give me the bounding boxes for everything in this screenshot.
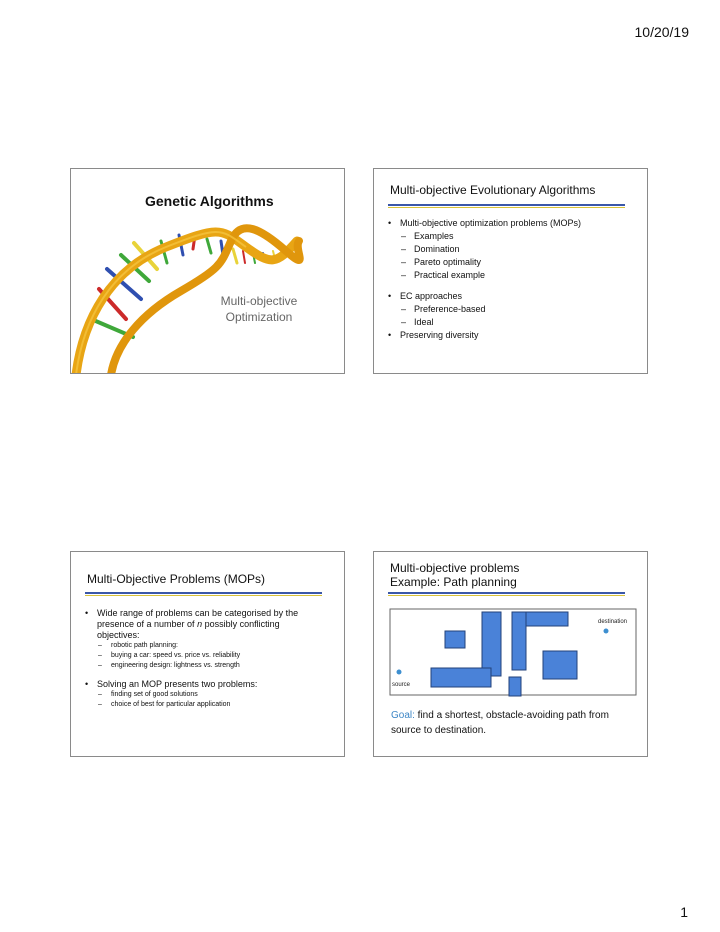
bullet-objectives: • Wide range of problems can be categorised by the presence of a number of n possibly conflicting objectives:: [85, 608, 314, 641]
slide-genetic-algorithms: [70, 168, 345, 374]
sub-bullet: – finding set of good solutions: [85, 690, 314, 700]
sub-bullet: – choice of best for particular application: [85, 700, 314, 710]
subtitle-line-1: Multi-objective: [220, 294, 298, 308]
outline-subitem: – Preference-based: [388, 303, 639, 316]
outline-item: • Multi-objective optimization problems (MOPs): [388, 217, 639, 230]
sub-bullet: – robotic path planning:: [85, 641, 314, 651]
obstacle: [445, 631, 465, 648]
outline-subitem: – Pareto optimality: [388, 256, 639, 269]
sub-bullet: – buying a car: speed vs. price vs. reliability: [85, 651, 314, 661]
destination-label: destination: [598, 619, 628, 625]
title-line-2: Example: Path planning: [390, 575, 517, 589]
outline-subitem: – Examples: [388, 230, 639, 243]
bullet-two-problems: • Solving an MOP presents two problems:: [85, 679, 314, 690]
page-date: 10/20/19: [634, 24, 689, 40]
obstacle: [431, 668, 491, 687]
outline-subitem: – Domination: [388, 243, 639, 256]
title-divider: [85, 592, 322, 595]
slide-title-genetic-algorithms: Genetic Algorithms: [145, 193, 274, 209]
mops-list: [85, 608, 314, 710]
slide-title: Multi-Objective Problems (MOPs): [87, 572, 266, 586]
obstacle: [512, 612, 526, 670]
slide-path-planning: [373, 551, 648, 757]
slide-title: Multi-objective Evolutionary Algorithms: [390, 183, 596, 197]
goal-label: Goal:: [391, 710, 415, 721]
sub-bullet: – engineering design: lightness vs. strength: [85, 661, 314, 671]
obstacle: [509, 677, 521, 696]
obstacle: [543, 651, 577, 679]
destination-point: [604, 629, 609, 634]
outline-list: [388, 217, 639, 342]
source-label: source: [392, 682, 411, 688]
outline-subitem: – Practical example: [388, 269, 639, 282]
source-point: [397, 670, 402, 675]
outline-item: • Preserving diversity: [388, 329, 639, 342]
goal-text: Goal: find a shortest, obstacle-avoiding path from source to destination.: [391, 710, 609, 736]
slide-mops: [70, 551, 345, 757]
slide-moea-outline: [373, 168, 648, 374]
subtitle-line-2: Optimization: [225, 310, 293, 324]
slide-subtitle: [199, 293, 319, 325]
page-number: 1: [680, 904, 688, 920]
title-line-1: Multi-objective problems: [390, 561, 520, 575]
obstacle: [482, 612, 501, 676]
outline-subitem: – Ideal: [388, 316, 639, 329]
outline-item: • EC approaches: [388, 290, 639, 303]
title-divider: [388, 204, 625, 207]
